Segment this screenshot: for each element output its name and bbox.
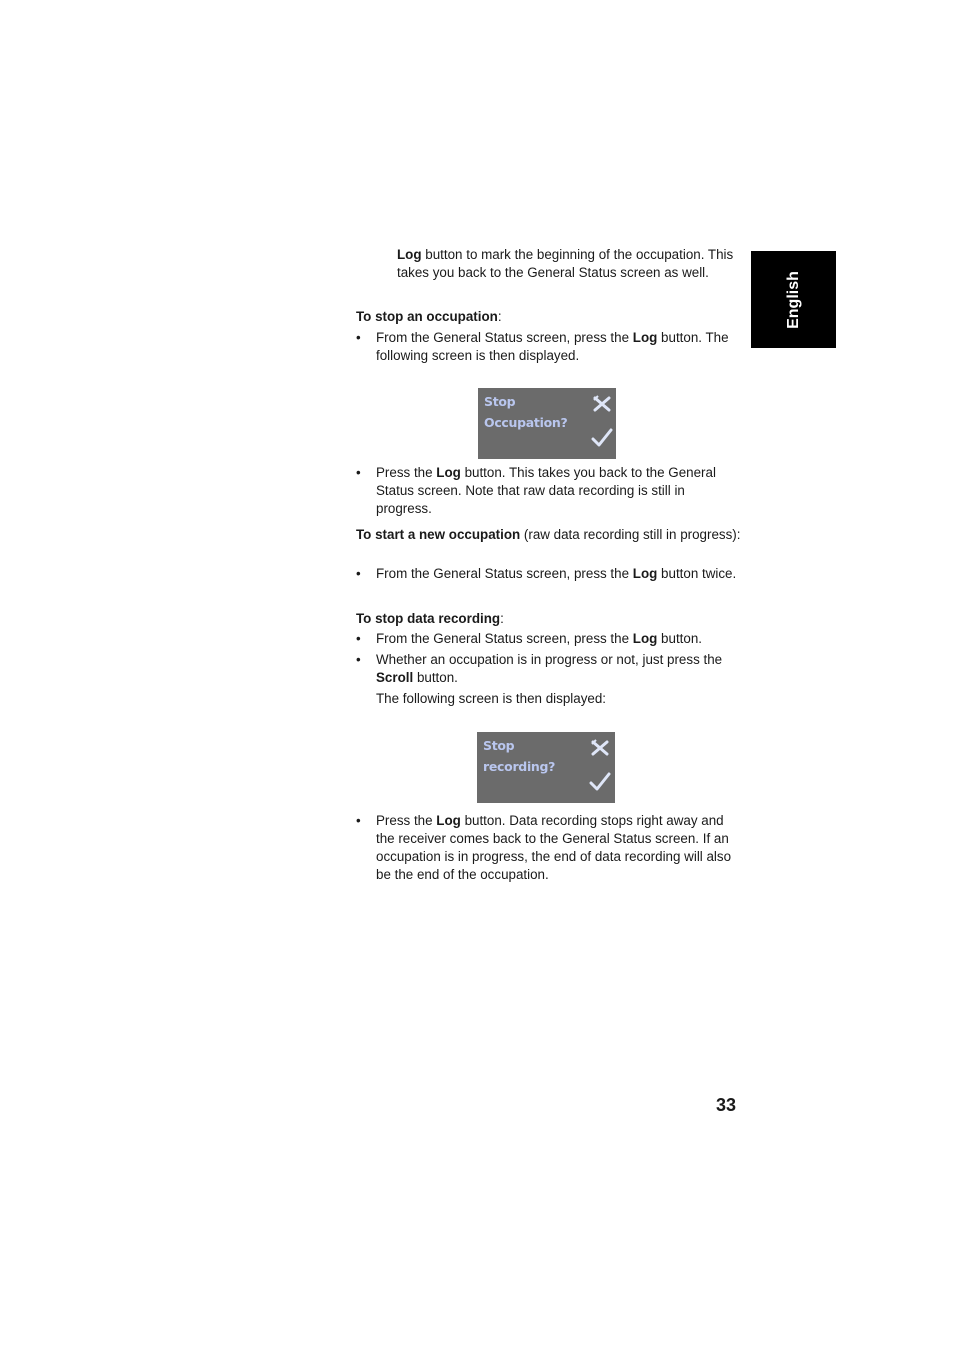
checkmark-icon [589, 772, 611, 792]
stop-occupation-heading-suffix: : [497, 309, 502, 324]
intro-paragraph [397, 246, 737, 282]
start-new-heading-text: To start a new occupation [356, 527, 521, 542]
text-run: button. [657, 631, 702, 646]
stop-occupation-heading [356, 308, 741, 326]
intro-bold: Log [397, 247, 422, 262]
bullet-text [376, 630, 741, 648]
page-number: 33 [715, 1095, 736, 1115]
language-tab-label: English [784, 270, 802, 329]
text-run: button. [413, 670, 458, 685]
text-run: From the General Status screen, press the [376, 631, 633, 646]
screen-line-2: recording? [483, 759, 556, 774]
text-run: From the General Status screen, press the [376, 566, 633, 581]
bullet-mark: • [356, 813, 361, 828]
screen-line-2: Occupation? [484, 415, 568, 430]
bold-run: Log [436, 465, 461, 480]
stop-recording-heading [356, 610, 741, 628]
screen-line-1: Stop [484, 394, 516, 409]
bold-run: Scroll [376, 670, 414, 685]
text-run: button twice. [657, 566, 737, 581]
bullet-text [376, 651, 741, 687]
stop-recording-heading-text: To stop data recording [356, 611, 501, 626]
stop-recording-screen [477, 732, 615, 803]
screen-line-1: Stop [483, 738, 515, 753]
bullet-text [376, 812, 741, 884]
bold-run: Log [632, 566, 658, 581]
bold-run: Log [632, 631, 658, 646]
bullet-text [376, 464, 741, 518]
text-run: button. The following screen is then displayed. [376, 330, 729, 363]
x-tool-icon [590, 739, 610, 757]
following-screen-text: The following screen is then displayed: [376, 691, 607, 706]
text-run: Press the [376, 813, 437, 828]
bold-run: Log [436, 813, 461, 828]
text-run: button. Data recording stops right away and the receiver comes back to the General Status screen. If an occupation is in progress, the end of data recording will also be the end of the occupation. [376, 813, 732, 882]
bold-run: Log [632, 330, 658, 345]
bullet-text [376, 329, 741, 365]
stop-recording-heading-suffix: : [500, 611, 504, 626]
start-new-heading-suffix: (raw data recording still in progress): [520, 527, 741, 542]
bullet-mark: • [356, 566, 361, 581]
stop-occupation-screen [478, 388, 616, 459]
text-run: Whether an occupation is in progress or not, just press the [376, 652, 723, 667]
text-run: button. This takes you back to the General Status screen. Note that raw data recording is still in progress. [376, 465, 716, 516]
language-tab [751, 251, 836, 348]
bullet-mark: • [356, 652, 361, 667]
checkmark-icon [591, 428, 613, 448]
text-run: Press the [376, 465, 437, 480]
bullet-mark: • [356, 631, 361, 646]
x-tool-icon [592, 395, 612, 413]
bullet-mark: • [356, 330, 361, 345]
start-new-heading [356, 526, 741, 544]
intro-text: button to mark the beginning of the occupation. This takes you back to the General Status screen as well. [397, 247, 734, 280]
bullet-mark: • [356, 465, 361, 480]
bullet-text [376, 565, 741, 583]
stop-occupation-heading-text: To stop an occupation [356, 309, 498, 324]
text-run: From the General Status screen, press the [376, 330, 633, 345]
